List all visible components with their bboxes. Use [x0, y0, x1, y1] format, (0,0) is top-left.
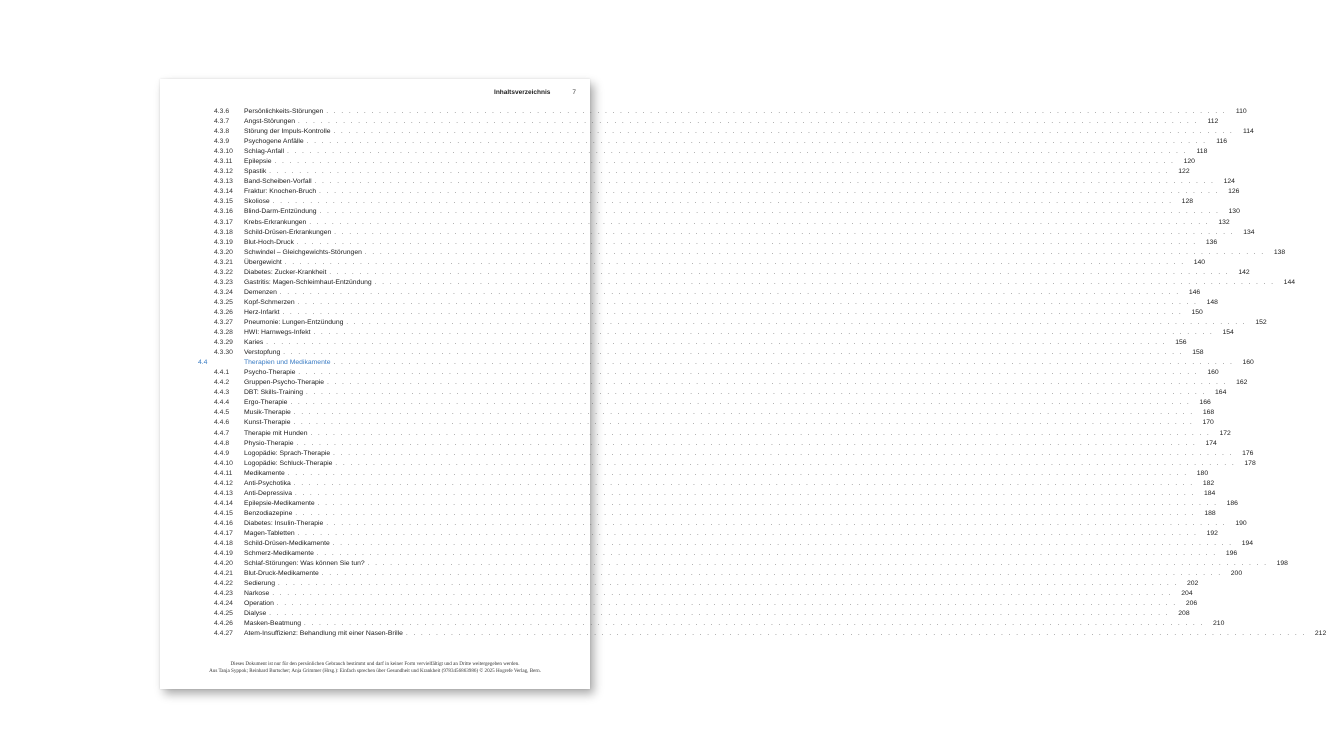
toc-entry-page: 126	[1228, 188, 1240, 196]
toc-entry-page: 152	[1255, 318, 1267, 326]
toc-leader-dots: . . . . . . . . . . . . . . . . . . . . . . . . . . . . . . . . . . . . . . . . . . . . . . . . . . . . . . . . . . . . . . . . . . . . . . . . . . . . . . . . . . . . . . . . . . . . . . . . . . . . . . . . . . . . . . . . . . . . . . . .	[306, 390, 1207, 397]
toc-entry	[214, 499, 1238, 509]
toc-entry-page: 134	[1243, 228, 1255, 236]
toc-entry-number: 4.4.2	[214, 379, 230, 387]
toc-entry-number: 4.3.25	[214, 298, 233, 306]
toc-entry-title: Blut-Hoch-Druck	[244, 238, 294, 246]
toc-entry-title: Übergewicht	[244, 258, 282, 266]
toc-entry-page: 122	[1178, 168, 1190, 176]
toc-entry-page: 112	[1207, 118, 1219, 126]
toc-entry-title: Schlaf-Störungen: Was können Sie tun?	[244, 560, 365, 568]
toc-entry-page: 160	[1242, 359, 1254, 367]
toc-entry-number: 4.3.20	[214, 248, 233, 256]
toc-leader-dots: . . . . . . . . . . . . . . . . . . . . . . . . . . . . . . . . . . . . . . . . . . . . . . . . . . . . . . . . . . . . . . . . . . . . . . . . . . . . . . . . . . . . . . . . . . . . . . . . . . . . . . . . . . . . . . . . . . . . . . . .	[333, 129, 1234, 136]
toc-entry-title: Schild-Drüsen-Erkrankungen	[244, 228, 332, 236]
toc-leader-dots: . . . . . . . . . . . . . . . . . . . . . . . . . . . . . . . . . . . . . . . . . . . . . . . . . . . . . . . . . . . . . . . . . . . . . . . . . . . . . . . . . . . . . . . . . . . . . . . . . . . . . . . . . . . . . . . . . . . . . . . .	[293, 480, 1195, 487]
toc-entry-page: 180	[1196, 469, 1209, 477]
toc-entry-title: Gastritis: Magen-Schleimhaut-Entzündung	[244, 278, 372, 286]
toc-entry-page: 194	[1241, 540, 1254, 548]
toc-entry	[214, 107, 1247, 117]
toc-entry-number: 4.4.4	[214, 399, 230, 407]
toc-entry	[214, 579, 1199, 589]
toc-leader-dots: . . . . . . . . . . . . . . . . . . . . . . . . . . . . . . . . . . . . . . . . . . . . . . . . . . . . . . . . . . . . . . . . . . . . . . . . . . . . . . . . . . . . . . . . . . . . . . . . . . . . . . . . . . . . . . . . . . . . . . . .	[297, 530, 1198, 537]
toc-leader-dots: . . . . . . . . . . . . . . . . . . . . . . . . . . . . . . . . . . . . . . . . . . . . . . . . . . . . . . . . . . . . . . . . . . . . . . . . . . . . . . . . . . . . . . . . . . . . . . . . . . . . . . . . . . . . . . . . . . . . . . . .	[269, 611, 1170, 618]
toc-entry-number: 4.3.7	[214, 118, 230, 126]
toc-entry-number: 4.3.22	[214, 268, 233, 276]
toc-entry-title: Musik-Therapie	[244, 409, 291, 417]
toc-entry-title: Schild-Drüsen-Medikamente	[244, 540, 330, 548]
running-header-page-number: 7	[572, 89, 576, 96]
toc-entry-title: Anti-Psychotika	[244, 479, 291, 487]
toc-entry-title: Schmerz-Medikamente	[244, 550, 314, 558]
toc-entry-page: 154	[1222, 329, 1234, 337]
toc-entry-title: Atem-Insuffizienz: Behandlung mit einer Nasen-Brille	[244, 630, 403, 638]
toc-entry-page: 148	[1206, 298, 1218, 306]
toc-entry	[214, 609, 1190, 619]
toc-leader-dots: . . . . . . . . . . . . . . . . . . . . . . . . . . . . . . . . . . . . . . . . . . . . . . . . . . . . . . . . . . . . . . . . . . . . . . . . . . . . . . . . . . . . . . . . . . . . . . . . . . . . . . . . . . . . . . . . . . . . . . . .	[332, 541, 1234, 548]
toc-entry-title: Medikamente	[244, 469, 285, 477]
toc-entry-page: 208	[1178, 610, 1190, 618]
toc-leader-dots: . . . . . . . . . . . . . . . . . . . . . . . . . . . . . . . . . . . . . . . . . . . . . . . . . . . . . . . . . . . . . . . . . . . . . . . . . . . . . . . . . . . . . . . . . . . . . . . . . . . . . . . . . . . . . . . . . . . . . . . .	[274, 159, 1175, 166]
toc-entry-title: Magen-Tabletten	[244, 529, 295, 537]
toc-entry-page: 150	[1191, 308, 1203, 316]
footer-citation: Aus Tanja Syppok; Reinhard Burtscher; Anja Grimmer (Hrsg.): Einfach sprechen über Gesundheit und Krankheit (9783456863986) © 2025 Hogrefe Verlag, Bern.	[209, 668, 541, 675]
toc-entry-title: Karies	[244, 339, 264, 347]
toc-entry-number: 4.4.25	[214, 610, 233, 618]
running-header	[494, 89, 576, 96]
toc-entry	[214, 258, 1206, 268]
toc-entry-number: 4.3.6	[214, 108, 230, 115]
toc-entry-page: 114	[1242, 128, 1254, 136]
toc-entry-page: 178	[1244, 459, 1256, 467]
toc-entry-page: 144	[1283, 278, 1296, 286]
toc-entry-number: 4.3.11	[214, 158, 233, 166]
toc-entry	[214, 308, 1203, 318]
toc-entry	[214, 338, 1187, 348]
toc-entry-page: 124	[1223, 178, 1235, 186]
toc-leader-dots: . . . . . . . . . . . . . . . . . . . . . . . . . . . . . . . . . . . . . . . . . . . . . . . . . . . . . . . . . . . . . . . . . . . . . . . . . . . . . . . . . . . . . . . . . . . . . . . . . . . . . . . . . . . . . . . . . . . . . . . .	[327, 380, 1228, 387]
toc-entry	[214, 117, 1219, 127]
toc-entry	[214, 489, 1216, 499]
toc-entry-title: Operation	[244, 600, 274, 608]
toc-entry-title: Ergo-Therapie	[244, 399, 288, 407]
toc-entry-title: Angst-Störungen	[244, 118, 296, 126]
toc-leader-dots: . . . . . . . . . . . . . . . . . . . . . . . . . . . . . . . . . . . . . . . . . . . . . . . . . . . . . . . . . . . . . . . . . . . . . . . . . . . . . . . . . . . . . . . . . . . . . . . . . . . . . . . . . . . . . . . . . . . . . . . .	[290, 400, 1191, 407]
toc-entry-title: Sedierung	[244, 580, 275, 588]
toc-entry-page: 202	[1186, 580, 1199, 588]
toc-entry-title: Schlag-Anfall	[244, 148, 285, 156]
toc-leader-dots: . . . . . . . . . . . . . . . . . . . . . . . . . . . . . . . . . . . . . . . . . . . . . . . . . . . . . . . . . . . . . . . . . . . . . . . . . . . . . . . . . . . . . . . . . . . . . . . . . . . . . . . . . . . . . . . . . . . . . . . .	[287, 149, 1188, 156]
toc-entry-page: 192	[1206, 529, 1218, 537]
toc-entry-number: 4.3.30	[214, 349, 233, 357]
toc-entry-number: 4.4.17	[214, 529, 233, 537]
toc-entry	[214, 398, 1211, 408]
toc-entry-page: 146	[1188, 288, 1201, 296]
toc-entry	[214, 459, 1256, 469]
toc-entry-page: 138	[1273, 248, 1286, 256]
toc-entry	[214, 248, 1286, 258]
toc-entry-number: 4.3.27	[214, 318, 233, 326]
toc-leader-dots: . . . . . . . . . . . . . . . . . . . . . . . . . . . . . . . . . . . . . . . . . . . . . . . . . . . . . . . . . . . . . . . . . . . . . . . . . . . . . . . . . . . . . . . . . . . . . . . . . . . . . . . . . . . . . . . . . . . . . . . .	[284, 259, 1186, 266]
toc-entry-number: 4.4.27	[214, 630, 233, 638]
toc-entry	[214, 187, 1240, 197]
toc-entry-title: Epilepsie	[244, 158, 272, 166]
toc-entry	[214, 509, 1216, 519]
toc-entry-title: Verstopfung	[244, 349, 281, 357]
toc-entry-page: 204	[1181, 590, 1193, 598]
toc-entry	[214, 157, 1195, 167]
toc-entry-number: 4.4.19	[214, 550, 233, 558]
toc-entry-number: 4.3.24	[214, 288, 233, 296]
toc-entry	[214, 439, 1217, 449]
toc-entry	[214, 288, 1201, 298]
toc-leader-dots: . . . . . . . . . . . . . . . . . . . . . . . . . . . . . . . . . . . . . . . . . . . . . . . . . . . . . . . . . . . . . . . . . . . . . . . . . . . . . . . . . . . . . . . . . . . . . . . . . . . . . . . . . . . . . . . . . . . . . . . .	[333, 450, 1234, 457]
toc-entry-number: 4.4.18	[214, 540, 233, 548]
toc-entry-number: 4.4.14	[214, 499, 233, 507]
toc-entry-title: Benzodiazepine	[244, 509, 293, 517]
toc-entry-number: 4.4.5	[214, 409, 230, 417]
toc-entry-page: 160	[1207, 369, 1219, 377]
toc-leader-dots: . . . . . . . . . . . . . . . . . . . . . . . . . . . . . . . . . . . . . . . . . . . . . . . . . . . . . . . . . . . . . . . . . . . . . . . . . . . . . . . . . . . . . . . . . . . . . . . . . . . . . . . . . . . . . . . . . . . . . . . .	[326, 109, 1227, 115]
toc-entry-number: 4.4.10	[214, 459, 233, 467]
toc-leader-dots: . . . . . . . . . . . . . . . . . . . . . . . . . . . . . . . . . . . . . . . . . . . . . . . . . . . . . . . . . . . . . . . . . . . . . . . . . . . . . . . . . . . . . . . . . . . . . . . . . . . . . . . . . . . . . . . . . . . . . . . .	[272, 591, 1173, 598]
toc-entry-number: 4.3.18	[214, 228, 233, 236]
toc-entry-number: 4.4.7	[214, 429, 230, 437]
toc-entry-number: 4.4.1	[214, 369, 230, 377]
toc-entry-number: 4.3.15	[214, 198, 233, 206]
toc-entry-page: 130	[1228, 208, 1240, 216]
toc-leader-dots: . . . . . . . . . . . . . . . . . . . . . . . . . . . . . . . . . . . . . . . . . . . . . . . . . . . . . . . . . . . . . . . . . . . . . . . . . . . . . . . . . . . . . . . . . . . . . . . . . . . . . . . . . . . . . . . . . . . . . . . .	[335, 460, 1236, 467]
toc-leader-dots: . . . . . . . . . . . . . . . . . . . . . . . . . . . . . . . . . . . . . . . . . . . . . . . . . . . . . . . . . . . . . . . . . . . . . . . . . . . . . . . . . . . . . . . . . . . . . . . . . . . . . . . . . . . . . . . . . . . . . . . .	[405, 631, 1307, 638]
toc-entry-title: Skoliose	[244, 198, 270, 206]
toc-entry-title: Blind-Darm-Entzündung	[244, 208, 317, 216]
toc-entry-page: 164	[1215, 389, 1227, 397]
toc-entry-title: Demenzen	[244, 288, 277, 296]
toc-entry-page: 172	[1219, 429, 1231, 437]
toc-entry-title: Narkose	[244, 590, 270, 598]
toc-entry-number: 4.4.16	[214, 519, 233, 527]
toc-entry-page: 132	[1218, 218, 1230, 226]
toc-entry-number: 4.4.26	[214, 620, 233, 628]
toc-entry-page: 196	[1225, 550, 1238, 558]
toc-entry-number: 4.3.12	[214, 168, 233, 176]
toc-entry-title: Band-Scheiben-Vorfall	[244, 178, 312, 186]
toc-entry-title: Logopädie: Sprach-Therapie	[244, 449, 331, 457]
toc-entry-page: 198	[1276, 560, 1288, 568]
toc-entry-number: 4.4.3	[214, 389, 230, 397]
toc-entry	[214, 418, 1214, 428]
toc-entry-title: Spastik	[244, 168, 267, 176]
toc-entry-number: 4.4.22	[214, 580, 233, 588]
toc-entry	[214, 549, 1238, 559]
toc-entry-page: 170	[1202, 419, 1214, 427]
toc-section-row	[198, 358, 1254, 368]
toc-leader-dots: . . . . . . . . . . . . . . . . . . . . . . . . . . . . . . . . . . . . . . . . . . . . . . . . . . . . . . . . . . . . . . . . . . . . . . . . . . . . . . . . . . . . . . . . . . . . . . . . . . . . . . . . . . . . . . . . . . . . . . . .	[298, 370, 1199, 377]
toc-entry-number: 4.3.9	[214, 138, 230, 146]
toc-entry-page: 182	[1202, 479, 1215, 487]
toc-entry-number: 4.3.8	[214, 128, 230, 136]
toc-leader-dots: . . . . . . . . . . . . . . . . . . . . . . . . . . . . . . . . . . . . . . . . . . . . . . . . . . . . . . . . . . . . . . . . . . . . . . . . . . . . . . . . . . . . . . . . . . . . . . . . . . . . . . . . . . . . . . . . . . . . . . . .	[293, 410, 1195, 417]
toc-entry-title: Persönlichkeits-Störungen	[244, 108, 324, 115]
toc-entry-page: 190	[1235, 519, 1247, 527]
toc-entry	[214, 318, 1267, 328]
toc-entry-page: 188	[1204, 509, 1216, 517]
toc-entry-number: 4.4.12	[214, 479, 233, 487]
toc-entry-number: 4.3.26	[214, 308, 233, 316]
toc-entry-title: Psychogene Anfälle	[244, 138, 304, 146]
toc-entry-number: 4.3.13	[214, 178, 233, 186]
document-page	[160, 79, 1326, 689]
toc-entry-title: Therapien und Medikamente	[244, 359, 331, 367]
toc-entry-title: Blut-Druck-Medikamente	[244, 570, 319, 578]
toc-entry-number: 4.4.11	[214, 469, 233, 477]
toc-entry	[214, 197, 1194, 207]
toc-entry-number: 4.4	[198, 359, 208, 367]
toc-leader-dots: . . . . . . . . . . . . . . . . . . . . . . . . . . . . . . . . . . . . . . . . . . . . . . . . . . . . . . . . . . . . . . . . . . . . . . . . . . . . . . . . . . . . . . . . . . . . . . . . . . . . . . . . . . . . . . . . . . . . . . . .	[329, 269, 1230, 276]
toc-leader-dots: . . . . . . . . . . . . . . . . . . . . . . . . . . . . . . . . . . . . . . . . . . . . . . . . . . . . . . . . . . . . . . . . . . . . . . . . . . . . . . . . . . . . . . . . . . . . . . . . . . . . . . . . . . . . . . . . . . . . . . . .	[367, 561, 1268, 568]
toc-leader-dots: . . . . . . . . . . . . . . . . . . . . . . . . . . . . . . . . . . . . . . . . . . . . . . . . . . . . . . . . . . . . . . . . . . . . . . . . . . . . . . . . . . . . . . . . . . . . . . . . . . . . . . . . . . . . . . . . . . . . . . . .	[278, 581, 1179, 588]
toc-entry	[214, 449, 1254, 459]
toc-leader-dots: . . . . . . . . . . . . . . . . . . . . . . . . . . . . . . . . . . . . . . . . . . . . . . . . . . . . . . . . . . . . . . . . . . . . . . . . . . . . . . . . . . . . . . . . . . . . . . . . . . . . . . . . . . . . . . . . . . . . . . . .	[321, 571, 1223, 578]
toc-entry-page: 116	[1216, 138, 1228, 146]
toc-leader-dots: . . . . . . . . . . . . . . . . . . . . . . . . . . . . . . . . . . . . . . . . . . . . . . . . . . . . . . . . . . . . . . . . . . . . . . . . . . . . . . . . . . . . . . . . . . . . . . . . . . . . . . . . . . . . . . . . . . . . . . . .	[298, 119, 1199, 126]
toc-entry-page: 110	[1235, 108, 1247, 115]
toc-entry-page: 200	[1230, 570, 1243, 578]
toc-leader-dots: . . . . . . . . . . . . . . . . . . . . . . . . . . . . . . . . . . . . . . . . . . . . . . . . . . . . . . . . . . . . . . . . . . . . . . . . . . . . . . . . . . . . . . . . . . . . . . . . . . . . . . . . . . . . . . . . . . . . . . . .	[296, 440, 1197, 447]
toc-leader-dots: . . . . . . . . . . . . . . . . . . . . . . . . . . . . . . . . . . . . . . . . . . . . . . . . . . . . . . . . . . . . . . . . . . . . . . . . . . . . . . . . . . . . . . . . . . . . . . . . . . . . . . . . . . . . . . . . . . . . . . . .	[364, 249, 1266, 256]
toc-entry	[214, 228, 1255, 238]
toc-leader-dots: . . . . . . . . . . . . . . . . . . . . . . . . . . . . . . . . . . . . . . . . . . . . . . . . . . . . . . . . . . . . . . . . . . . . . . . . . . . . . . . . . . . . . . . . . . . . . . . . . . . . . . . . . . . . . . . . . . . . . . . .	[326, 520, 1227, 527]
toc-entry	[214, 569, 1243, 579]
toc-entry	[214, 268, 1250, 278]
toc-entry-title: Therapie mit Hunden	[244, 429, 308, 437]
toc-entry-number: 4.3.19	[214, 238, 233, 246]
toc-entry-number: 4.4.20	[214, 560, 233, 568]
toc-entry-number: 4.4.21	[214, 570, 233, 578]
toc-entry	[214, 539, 1254, 549]
toc-entry-title: Logopädie: Schluck-Therapie	[244, 459, 333, 467]
toc-entry-number: 4.3.21	[214, 258, 233, 266]
toc-leader-dots: . . . . . . . . . . . . . . . . . . . . . . . . . . . . . . . . . . . . . . . . . . . . . . . . . . . . . . . . . . . . . . . . . . . . . . . . . . . . . . . . . . . . . . . . . . . . . . . . . . . . . . . . . . . . . . . . . . . . . . . .	[296, 239, 1198, 246]
toc-entry-page: 212	[1314, 630, 1326, 638]
toc-entry	[214, 519, 1247, 529]
toc-entry-page: 186	[1226, 499, 1238, 507]
toc-entry	[214, 278, 1296, 288]
toc-entry-number: 4.4.9	[214, 449, 230, 457]
copyright-footer	[166, 661, 584, 675]
toc-entry-title: Kopf-Schmerzen	[244, 298, 295, 306]
toc-entry-title: Herz-Infarkt	[244, 308, 280, 316]
toc-leader-dots: . . . . . . . . . . . . . . . . . . . . . . . . . . . . . . . . . . . . . . . . . . . . . . . . . . . . . . . . . . . . . . . . . . . . . . . . . . . . . . . . . . . . . . . . . . . . . . . . . . . . . . . . . . . . . . . . . . . . . . . .	[272, 199, 1174, 206]
toc-leader-dots: . . . . . . . . . . . . . . . . . . . . . . . . . . . . . . . . . . . . . . . . . . . . . . . . . . . . . . . . . . . . . . . . . . . . . . . . . . . . . . . . . . . . . . . . . . . . . . . . . . . . . . . . . . . . . . . . . . . . . . . .	[287, 470, 1189, 477]
toc-leader-dots: . . . . . . . . . . . . . . . . . . . . . . . . . . . . . . . . . . . . . . . . . . . . . . . . . . . . . . . . . . . . . . . . . . . . . . . . . . . . . . . . . . . . . . . . . . . . . . . . . . . . . . . . . . . . . . . . . . . . . . . .	[317, 500, 1218, 507]
toc-entry-title: Gruppen-Psycho-Therapie	[244, 379, 325, 387]
toc-entry-page: 158	[1192, 349, 1204, 357]
toc-entry	[214, 469, 1209, 479]
toc-entry-page: 118	[1196, 148, 1208, 156]
toc-entry-page: 162	[1236, 379, 1248, 387]
toc-entry	[214, 328, 1234, 338]
toc-entry-number: 4.3.28	[214, 329, 233, 337]
toc-leader-dots: . . . . . . . . . . . . . . . . . . . . . . . . . . . . . . . . . . . . . . . . . . . . . . . . . . . . . . . . . . . . . . . . . . . . . . . . . . . . . . . . . . . . . . . . . . . . . . . . . . . . . . . . . . . . . . . . . . . . . . . .	[306, 139, 1208, 146]
footer-notice: Dieses Dokument ist nur für den persönlichen Gebrauch bestimmt und darf in keiner Form vervielfältigt und an Dritte weitergegeben werden.	[230, 661, 520, 667]
toc-entry-title: Physio-Therapie	[244, 439, 294, 447]
toc-entry-title: Schwindel – Gleichgewichts-Störungen	[244, 248, 362, 256]
toc-entry	[214, 147, 1208, 157]
toc-entry	[214, 207, 1240, 217]
toc-entry-page: 184	[1203, 489, 1216, 497]
toc-entry-page: 136	[1205, 238, 1218, 246]
toc-leader-dots: . . . . . . . . . . . . . . . . . . . . . . . . . . . . . . . . . . . . . . . . . . . . . . . . . . . . . . . . . . . . . . . . . . . . . . . . . . . . . . . . . . . . . . . . . . . . . . . . . . . . . . . . . . . . . . . . . . . . . . . .	[334, 229, 1235, 236]
toc-leader-dots: . . . . . . . . . . . . . . . . . . . . . . . . . . . . . . . . . . . . . . . . . . . . . . . . . . . . . . . . . . . . . . . . . . . . . . . . . . . . . . . . . . . . . . . . . . . . . . . . . . . . . . . . . . . . . . . . . . . . . . . .	[266, 340, 1167, 347]
toc-entry-title: Anti-Depressiva	[244, 489, 292, 497]
toc-entry	[214, 378, 1248, 388]
toc-leader-dots: . . . . . . . . . . . . . . . . . . . . . . . . . . . . . . . . . . . . . . . . . . . . . . . . . . . . . . . . . . . . . . . . . . . . . . . . . . . . . . . . . . . . . . . . . . . . . . . . . . . . . . . . . . . . . . . . . . . . . . . .	[294, 490, 1196, 497]
toc-entry-page: 166	[1199, 399, 1211, 407]
toc-entry	[214, 619, 1225, 629]
toc-entry-page: 206	[1185, 600, 1198, 608]
toc-leader-dots: . . . . . . . . . . . . . . . . . . . . . . . . . . . . . . . . . . . . . . . . . . . . . . . . . . . . . . . . . . . . . . . . . . . . . . . . . . . . . . . . . . . . . . . . . . . . . . . . . . . . . . . . . . . . . . . . . . . . . . . .	[314, 179, 1215, 186]
toc-entry-title: Kunst-Therapie	[244, 419, 291, 427]
toc-entry	[214, 599, 1198, 609]
toc-entry-number: 4.4.6	[214, 419, 230, 427]
toc-entry-title: Störung der Impuls-Kontrolle	[244, 128, 331, 136]
toc-leader-dots: . . . . . . . . . . . . . . . . . . . . . . . . . . . . . . . . . . . . . . . . . . . . . . . . . . . . . . . . . . . . . . . . . . . . . . . . . . . . . . . . . . . . . . . . . . . . . . . . . . . . . . . . . . . . . . . . . . . . . . . .	[279, 289, 1181, 296]
running-header-title: Inhaltsverzeichnis	[494, 89, 551, 96]
toc-leader-dots: . . . . . . . . . . . . . . . . . . . . . . . . . . . . . . . . . . . . . . . . . . . . . . . . . . . . . . . . . . . . . . . . . . . . . . . . . . . . . . . . . . . . . . . . . . . . . . . . . . . . . . . . . . . . . . . . . . . . . . . .	[269, 169, 1170, 176]
toc-leader-dots: . . . . . . . . . . . . . . . . . . . . . . . . . . . . . . . . . . . . . . . . . . . . . . . . . . . . . . . . . . . . . . . . . . . . . . . . . . . . . . . . . . . . . . . . . . . . . . . . . . . . . . . . . . . . . . . . . . . . . . . .	[309, 219, 1210, 226]
toc-entry	[214, 368, 1219, 378]
toc-entry-title: Fraktur: Knochen-Bruch	[244, 188, 317, 196]
toc-leader-dots: . . . . . . . . . . . . . . . . . . . . . . . . . . . . . . . . . . . . . . . . . . . . . . . . . . . . . . . . . . . . . . . . . . . . . . . . . . . . . . . . . . . . . . . . . . . . . . . . . . . . . . . . . . . . . . . . . . . . . . . .	[319, 189, 1220, 196]
toc-entry	[214, 559, 1288, 569]
toc-leader-dots: . . . . . . . . . . . . . . . . . . . . . . . . . . . . . . . . . . . . . . . . . . . . . . . . . . . . . . . . . . . . . . . . . . . . . . . . . . . . . . . . . . . . . . . . . . . . . . . . . . . . . . . . . . . . . . . . . . . . . . . .	[310, 430, 1211, 437]
table-of-contents	[198, 107, 1326, 639]
toc-entry-number: 4.3.23	[214, 278, 233, 286]
toc-leader-dots: . . . . . . . . . . . . . . . . . . . . . . . . . . . . . . . . . . . . . . . . . . . . . . . . . . . . . . . . . . . . . . . . . . . . . . . . . . . . . . . . . . . . . . . . . . . . . . . . . . . . . . . . . . . . . . . . . . . . . . . .	[319, 209, 1220, 216]
toc-entry	[214, 238, 1218, 248]
toc-entry	[214, 218, 1230, 228]
toc-entry-page: 210	[1213, 620, 1225, 628]
toc-entry-title: Krebs-Erkrankungen	[244, 218, 307, 226]
toc-entry-title: Pneumonie: Lungen-Entzündung	[244, 318, 344, 326]
toc-entry	[214, 167, 1190, 177]
toc-leader-dots: . . . . . . . . . . . . . . . . . . . . . . . . . . . . . . . . . . . . . . . . . . . . . . . . . . . . . . . . . . . . . . . . . . . . . . . . . . . . . . . . . . . . . . . . . . . . . . . . . . . . . . . . . . . . . . . . . . . . . . . .	[276, 601, 1178, 608]
toc-leader-dots: . . . . . . . . . . . . . . . . . . . . . . . . . . . . . . . . . . . . . . . . . . . . . . . . . . . . . . . . . . . . . . . . . . . . . . . . . . . . . . . . . . . . . . . . . . . . . . . . . . . . . . . . . . . . . . . . . . . . . . . .	[282, 309, 1183, 316]
toc-entry-number: 4.4.24	[214, 600, 233, 608]
toc-entry	[214, 137, 1228, 147]
toc-entry	[214, 529, 1218, 539]
toc-leader-dots: . . . . . . . . . . . . . . . . . . . . . . . . . . . . . . . . . . . . . . . . . . . . . . . . . . . . . . . . . . . . . . . . . . . . . . . . . . . . . . . . . . . . . . . . . . . . . . . . . . . . . . . . . . . . . . . . . . . . . . . .	[304, 621, 1205, 628]
toc-entry-title: DBT: Skills-Training	[244, 389, 304, 397]
toc-entry-number: 4.3.29	[214, 339, 233, 347]
toc-entry	[214, 429, 1231, 439]
toc-entry	[214, 298, 1218, 308]
toc-entry	[214, 479, 1215, 489]
toc-entry-number: 4.4.15	[214, 509, 233, 517]
toc-leader-dots: . . . . . . . . . . . . . . . . . . . . . . . . . . . . . . . . . . . . . . . . . . . . . . . . . . . . . . . . . . . . . . . . . . . . . . . . . . . . . . . . . . . . . . . . . . . . . . . . . . . . . . . . . . . . . . . . . . . . . . . .	[295, 510, 1196, 517]
toc-entry-number: 4.3.14	[214, 188, 233, 196]
toc-leader-dots: . . . . . . . . . . . . . . . . . . . . . . . . . . . . . . . . . . . . . . . . . . . . . . . . . . . . . . . . . . . . . . . . . . . . . . . . . . . . . . . . . . . . . . . . . . . . . . . . . . . . . . . . . . . . . . . . . . . . . . . .	[333, 360, 1234, 367]
toc-entry	[214, 177, 1235, 187]
toc-entry	[214, 348, 1204, 358]
toc-entry-number: 4.4.13	[214, 489, 233, 497]
toc-leader-dots: . . . . . . . . . . . . . . . . . . . . . . . . . . . . . . . . . . . . . . . . . . . . . . . . . . . . . . . . . . . . . . . . . . . . . . . . . . . . . . . . . . . . . . . . . . . . . . . . . . . . . . . . . . . . . . . . . . . . . . . .	[316, 551, 1218, 558]
toc-entry-page: 168	[1202, 409, 1215, 417]
toc-entry-page: 128	[1181, 198, 1194, 206]
toc-entry-page: 120	[1183, 158, 1195, 166]
toc-entry-page: 174	[1205, 439, 1217, 447]
toc-entry-page: 176	[1242, 449, 1254, 457]
toc-entry-title: Diabetes: Insulin-Therapie	[244, 519, 324, 527]
toc-entry-title: HWI: Harnwegs-Infekt	[244, 329, 311, 337]
toc-leader-dots: . . . . . . . . . . . . . . . . . . . . . . . . . . . . . . . . . . . . . . . . . . . . . . . . . . . . . . . . . . . . . . . . . . . . . . . . . . . . . . . . . . . . . . . . . . . . . . . . . . . . . . . . . . . . . . . . . . . . . . . .	[313, 330, 1214, 337]
toc-entry	[214, 589, 1193, 599]
toc-entry	[214, 629, 1326, 639]
toc-leader-dots: . . . . . . . . . . . . . . . . . . . . . . . . . . . . . . . . . . . . . . . . . . . . . . . . . . . . . . . . . . . . . . . . . . . . . . . . . . . . . . . . . . . . . . . . . . . . . . . . . . . . . . . . . . . . . . . . . . . . . . . .	[346, 319, 1247, 326]
toc-entry-title: Diabetes: Zucker-Krankheit	[244, 268, 327, 276]
toc-leader-dots: . . . . . . . . . . . . . . . . . . . . . . . . . . . . . . . . . . . . . . . . . . . . . . . . . . . . . . . . . . . . . . . . . . . . . . . . . . . . . . . . . . . . . . . . . . . . . . . . . . . . . . . . . . . . . . . . . . . . . . . .	[297, 299, 1198, 306]
toc-entry-number: 4.3.10	[214, 148, 233, 156]
toc-entry-page: 142	[1238, 268, 1250, 276]
toc-leader-dots: . . . . . . . . . . . . . . . . . . . . . . . . . . . . . . . . . . . . . . . . . . . . . . . . . . . . . . . . . . . . . . . . . . . . . . . . . . . . . . . . . . . . . . . . . . . . . . . . . . . . . . . . . . . . . . . . . . . . . . . .	[374, 279, 1276, 286]
toc-entry-title: Dialyse	[244, 610, 267, 618]
toc-entry-title: Psycho-Therapie	[244, 369, 296, 377]
toc-entry-page: 156	[1175, 339, 1187, 347]
toc-entry-number: 4.4.23	[214, 590, 233, 598]
toc-entry-number: 4.3.17	[214, 218, 233, 226]
toc-entry-title: Masken-Beatmung	[244, 620, 302, 628]
toc-entry-page: 140	[1193, 258, 1206, 266]
toc-entry	[214, 127, 1254, 137]
toc-leader-dots: . . . . . . . . . . . . . . . . . . . . . . . . . . . . . . . . . . . . . . . . . . . . . . . . . . . . . . . . . . . . . . . . . . . . . . . . . . . . . . . . . . . . . . . . . . . . . . . . . . . . . . . . . . . . . . . . . . . . . . . .	[293, 420, 1194, 427]
toc-entry	[214, 408, 1215, 418]
toc-entry	[214, 388, 1227, 398]
toc-entry-title: Epilepsie-Medikamente	[244, 499, 315, 507]
toc-entry-number: 4.4.8	[214, 439, 230, 447]
toc-leader-dots: . . . . . . . . . . . . . . . . . . . . . . . . . . . . . . . . . . . . . . . . . . . . . . . . . . . . . . . . . . . . . . . . . . . . . . . . . . . . . . . . . . . . . . . . . . . . . . . . . . . . . . . . . . . . . . . . . . . . . . . .	[283, 350, 1184, 357]
toc-entry-number: 4.3.16	[214, 208, 233, 216]
